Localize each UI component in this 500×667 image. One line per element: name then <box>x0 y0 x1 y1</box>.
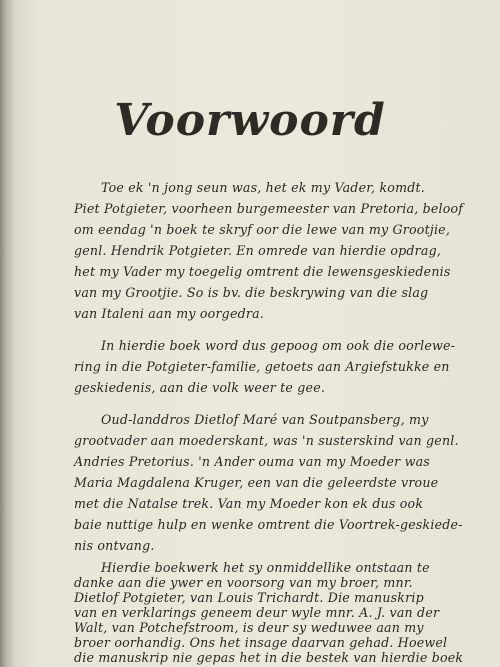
text-line: die manuskrip nie gepas het in die bestek van hierdie boek <box>74 650 464 665</box>
text-line: nis ontvang. <box>74 538 155 553</box>
text-line: Dietlof Potgieter, van Louis Trichardt. Die manuskrip <box>74 590 424 605</box>
text-line: Oud-landdros Dietlof Maré van Soutpansberg, my <box>101 412 429 427</box>
text-line: van my Grootjie. So is bv. die beskrywing van die slag <box>74 285 429 300</box>
text-line: van Italeni aan my oorgedra. <box>74 306 264 321</box>
text-line: Hierdie boekwerk het sy onmiddellike ontstaan te <box>101 560 430 575</box>
text-line: van en verklarings geneem deur wyle mnr. A. J. van der <box>74 605 440 620</box>
text-line: Maria Magdalena Kruger, een van die geleerdste vroue <box>74 475 439 490</box>
page-title: Voorwoord <box>114 95 386 146</box>
text-line: grootvader aan moederskant, was 'n susterskind van genl. <box>74 433 459 448</box>
text-line: geskiedenis, aan die volk weer te gee. <box>74 380 326 395</box>
text-line: om eendag 'n boek te skryf oor die lewe van my Grootjie, <box>74 222 451 237</box>
text-line: broer oorhandig. Ons het insage daarvan gehad. Hoewel <box>74 635 448 650</box>
text-line: baie nuttige hulp en wenke omtrent die Voortrek-geskiede- <box>74 517 463 532</box>
text-line: Walt, van Potchefstroom, is deur sy weduwee aan my <box>74 620 424 635</box>
text-line: met die Natalse trek. Van my Moeder kon ek dus ook <box>74 496 424 511</box>
text-line: danke aan die ywer en voorsorg van my broer, mnr. <box>74 575 413 590</box>
text-line: Toe ek 'n jong seun was, het ek my Vader, komdt. <box>101 180 425 195</box>
text-line: genl. Hendrik Potgieter. En omrede van hierdie opdrag, <box>74 243 442 258</box>
text-line: het my Vader my toegelig omtrent die lewensgeskiedenis <box>74 264 451 279</box>
text-line: ring in die Potgieter-familie, getoets aan Argiefstukke en <box>74 359 450 374</box>
text-line: Piet Potgieter, voorheen burgemeester van Pretoria, beloof <box>74 201 464 216</box>
text-line: In hierdie boek word dus gepoog om ook die oorlewe- <box>101 338 456 353</box>
text-line: Andries Pretorius. 'n Ander ouma van my Moeder was <box>74 454 430 469</box>
